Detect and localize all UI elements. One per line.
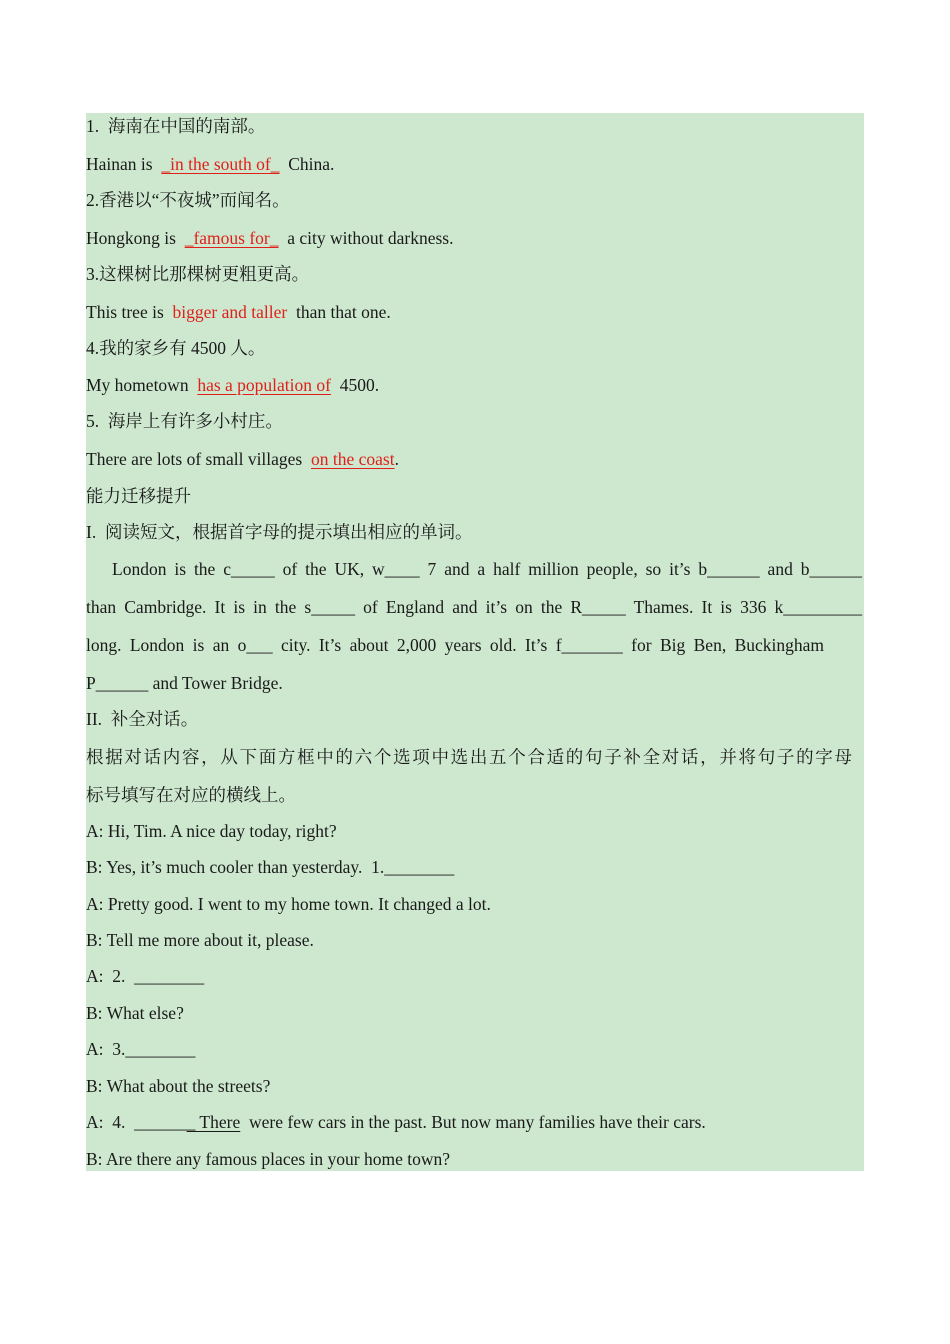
q3-pre: This tree is (86, 302, 173, 322)
q3-sentence (86, 299, 391, 325)
part1-passage-line-3: long. London is an o___ city. It’s about 2,000 years old. It’s f_______ for Big Ben, Buckingham (86, 635, 824, 655)
dialogue-line: A: 2. ________ (86, 966, 205, 986)
q4-pre: My hometown (86, 375, 198, 395)
q2-pre: Hongkong is (86, 228, 185, 248)
section-title: 能力迁移提升 (86, 486, 191, 506)
q4-sentence (86, 372, 379, 398)
q5-post: . (394, 449, 399, 469)
dialogue-line: A: Pretty good. I went to my home town. It changed a lot. (86, 894, 491, 914)
part2-instruction-line-2: 标号填写在对应的横线上。 (86, 785, 296, 805)
dialogue-line: B: Yes, it’s much cooler than yesterday. 1.________ (86, 857, 455, 877)
q1-pre: Hainan is (86, 154, 162, 174)
q1-answer: _in the south of_ (161, 154, 280, 174)
q1-post: China. (279, 154, 335, 174)
a4-pre: A: 4. ______ (86, 1112, 187, 1132)
q2-post: a city without darkness. (278, 228, 454, 248)
part2-heading: II. 补全对话。 (86, 709, 199, 729)
part1-passage-line-2: than Cambridge. It is in the s_____ of England and it’s on the R_____ Thames. It is 336 k_________ (86, 597, 862, 617)
q1-sentence (86, 151, 334, 177)
q5-chinese: 5. 海岸上有许多小村庄。 (86, 411, 283, 431)
q5-answer: on the coast (311, 449, 395, 469)
dialogue-line: A: Hi, Tim. A nice day today, right? (86, 821, 337, 841)
dialogue-line-4 (86, 1109, 706, 1135)
part1-passage-line-4: P______ and Tower Bridge. (86, 673, 283, 693)
q4-answer: has a population of (197, 375, 331, 395)
q4-post: 4500. (330, 375, 380, 395)
q3-chinese: 3.这棵树比那棵树更粗更高。 (86, 264, 310, 284)
q2-sentence (86, 225, 453, 251)
part1-heading: I. 阅读短文，根据首字母的提示填出相应的单词。 (86, 522, 473, 542)
q3-post: than that one. (287, 302, 391, 322)
q2-answer: _famous for_ (184, 228, 279, 248)
q5-pre: There are lots of small villages (86, 449, 311, 469)
dialogue-line: B: Tell me more about it, please. (86, 930, 314, 950)
a4-answer: _ There (186, 1112, 241, 1132)
q4-chinese: 4.我的家乡有 4500 人。 (86, 338, 266, 358)
q1-chinese: 1. 海南在中国的南部。 (86, 116, 266, 136)
q2-chinese: 2.香港以“不夜城”而闻名。 (86, 190, 290, 210)
a4-post: were few cars in the past. But now many families have their cars. (240, 1112, 706, 1132)
q3-answer: bigger and taller (172, 302, 288, 322)
dialogue-line: B: What about the streets? (86, 1076, 271, 1096)
dialogue-line-last: B: Are there any famous places in your home town? (86, 1149, 450, 1169)
part2-instruction-line-1: 根据对话内容，从下面方框中的六个选项中选出五个合适的句子补全对话，并将句子的字母 (86, 747, 852, 767)
q5-sentence (86, 446, 399, 472)
dialogue-line: A: 3.________ (86, 1039, 196, 1059)
part1-passage-line-1: London is the c_____ of the UK, w____ 7 and a half million people, so it’s b______ and b______ (112, 559, 862, 579)
dialogue-line: B: What else? (86, 1003, 184, 1023)
